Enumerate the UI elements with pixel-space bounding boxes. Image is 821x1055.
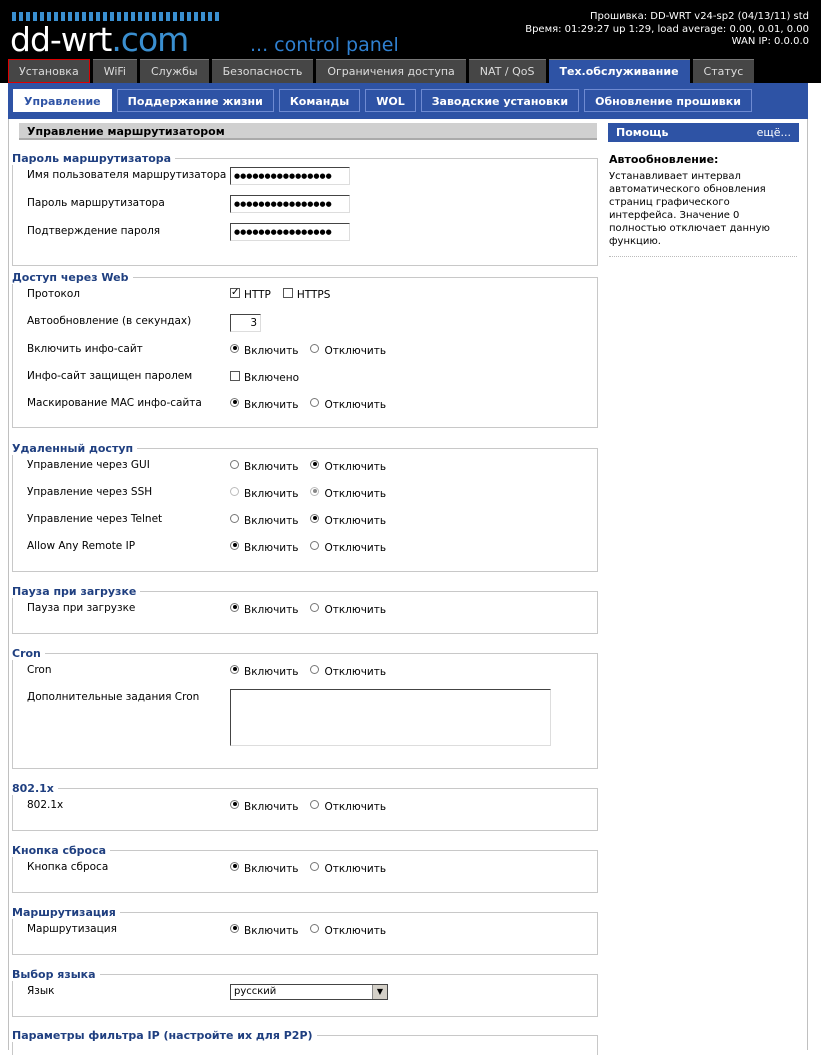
gui-enable-radio[interactable] xyxy=(230,460,239,469)
language-select-value: русский xyxy=(234,986,277,997)
tab-wifi[interactable]: WiFi xyxy=(93,59,137,83)
field-label: Дополнительные задания Cron xyxy=(27,691,200,703)
field-label: Управление через SSH xyxy=(27,486,153,498)
infosite-password-checkbox[interactable] xyxy=(230,371,240,381)
radio-label: Отключить xyxy=(324,399,387,411)
field-label: Включить инфо-сайт xyxy=(27,343,143,355)
chevron-down-icon[interactable]: ▼ xyxy=(372,985,387,999)
group-legend: Маршрутизация xyxy=(12,906,120,919)
field-label: Имя пользователя маршрутизатора xyxy=(27,169,227,181)
group-legend: Удаленный доступ xyxy=(12,442,137,455)
group-web-access xyxy=(12,271,599,429)
password-confirm-input[interactable]: ●●●●●●●●●●●●●●●● xyxy=(230,223,350,241)
https-checkbox[interactable] xyxy=(283,288,293,298)
group-8021x xyxy=(12,782,599,832)
field-label: Управление через Telnet xyxy=(27,513,163,525)
radio-label: Отключить xyxy=(324,461,387,473)
radio-label: Включить xyxy=(244,604,299,616)
username-input[interactable]: ●●●●●●●●●●●●●●●● xyxy=(230,167,350,185)
password-input[interactable]: ●●●●●●●●●●●●●●●● xyxy=(230,195,350,213)
group-legend: Пауза при загрузке xyxy=(12,585,140,598)
subtab-keepalive[interactable]: Поддержание жизни xyxy=(117,89,274,112)
field-label: Allow Any Remote IP xyxy=(27,540,136,552)
radio-label: Отключить xyxy=(324,542,387,554)
routing-enable-radio[interactable] xyxy=(230,924,239,933)
help-topic-title: Автообновление: xyxy=(609,153,719,166)
group-reset-button xyxy=(12,844,599,894)
group-ip-filter xyxy=(12,1029,599,1050)
subtab-commands[interactable]: Команды xyxy=(279,89,360,112)
radio-label: Включить xyxy=(244,542,299,554)
radio-label: Включить xyxy=(244,461,299,473)
radio-label: Включить xyxy=(244,488,299,500)
uptime: Время: 01:29:27 up 1:29, load average: 0.00, 0.01, 0.00 xyxy=(525,23,809,35)
tab-setup[interactable]: Установка xyxy=(8,59,90,83)
group-remote-access xyxy=(12,442,599,572)
field-label: Cron xyxy=(27,664,52,676)
ssh-enable-radio[interactable] xyxy=(230,487,239,496)
field-label: Язык xyxy=(27,985,55,997)
group-legend: 802.1x xyxy=(12,782,58,795)
group-legend: Кнопка сброса xyxy=(12,844,110,857)
field-label: Протокол xyxy=(27,288,81,300)
status-info xyxy=(525,11,809,49)
radio-label: Отключить xyxy=(324,515,387,527)
group-legend: Пароль маршрутизатора xyxy=(12,152,175,165)
subtab-firmware-upgrade[interactable]: Обновление прошивки xyxy=(584,89,752,112)
radio-label: Отключить xyxy=(324,925,387,937)
radio-label: Включить xyxy=(244,399,299,411)
page-title: Управление маршрутизатором xyxy=(19,123,597,140)
boot-wait-disable-radio[interactable] xyxy=(310,603,319,612)
tab-nat-qos[interactable]: NAT / QoS xyxy=(469,59,546,83)
panel-title: ... control panel xyxy=(250,34,399,56)
radio-label: Отключить xyxy=(324,604,387,616)
group-routing xyxy=(12,906,599,956)
group-legend: Доступ через Web xyxy=(12,271,133,284)
help-topic-text: Устанавливает интервал автоматического обновления страниц графического интерфейса. Значение 0 полностью отключает данную функцию. xyxy=(609,170,797,257)
http-label: HTTP xyxy=(244,289,271,301)
field-label: Автообновление (в секундах) xyxy=(27,315,192,327)
radio-label: Включить xyxy=(244,863,299,875)
radio-label: Включить xyxy=(244,345,299,357)
mac-mask-disable-radio[interactable] xyxy=(310,398,319,407)
subtab-factory-defaults[interactable]: Заводские установки xyxy=(421,89,579,112)
group-cron xyxy=(12,647,599,770)
field-label: Подтверждение пароля xyxy=(27,225,161,237)
help-more-link[interactable]: ещё... xyxy=(756,126,791,139)
cron-disable-radio[interactable] xyxy=(310,665,319,674)
radio-label: Отключить xyxy=(324,488,387,500)
telnet-disable-radio[interactable] xyxy=(310,514,319,523)
subtab-management[interactable]: Управление xyxy=(13,89,112,112)
telnet-enable-radio[interactable] xyxy=(230,514,239,523)
group-language xyxy=(12,968,599,1018)
http-checkbox[interactable]: ✓ xyxy=(231,287,240,298)
field-label: Пауза при загрузке xyxy=(27,602,136,614)
tab-status[interactable]: Статус xyxy=(693,59,755,83)
group-legend: Cron xyxy=(12,647,45,660)
group-router-password xyxy=(12,152,599,266)
field-label: Кнопка сброса xyxy=(27,861,109,873)
anyip-enable-radio[interactable] xyxy=(230,541,239,550)
https-label: HTTPS xyxy=(296,289,331,301)
field-label: Пароль маршрутизатора xyxy=(27,197,165,209)
reset-enable-radio[interactable] xyxy=(230,862,239,871)
dot1x-enable-radio[interactable] xyxy=(230,800,239,809)
routing-disable-radio[interactable] xyxy=(310,924,319,933)
dot1x-disable-radio[interactable] xyxy=(310,800,319,809)
help-title-label: Помощь xyxy=(616,126,669,139)
subtab-wol[interactable]: WOL xyxy=(365,89,416,112)
field-label: Управление через GUI xyxy=(27,459,150,471)
help-header xyxy=(608,123,799,142)
field-label: 802.1x xyxy=(27,799,64,811)
firmware-version: Прошивка: DD-WRT v24-sp2 (04/13/11) std xyxy=(590,11,809,22)
field-label: Маршрутизация xyxy=(27,923,117,935)
field-label: Маскирование MAC инфо-сайта xyxy=(27,397,202,409)
checkbox-label: Включено xyxy=(244,372,300,384)
mac-mask-enable-radio[interactable] xyxy=(230,398,239,407)
cron-jobs-textarea[interactable] xyxy=(230,689,551,746)
field-label: Инфо-сайт защищен паролем xyxy=(27,370,193,382)
group-legend: Параметры фильтра IP (настройте их для P2P) xyxy=(12,1029,317,1042)
wan-ip: WAN IP: 0.0.0.0 xyxy=(731,36,809,47)
anyip-disable-radio[interactable] xyxy=(310,541,319,550)
radio-label: Отключить xyxy=(324,863,387,875)
language-select[interactable] xyxy=(230,984,388,1000)
boot-wait-enable-radio[interactable] xyxy=(230,603,239,612)
radio-label: Включить xyxy=(244,515,299,527)
ssh-disable-radio[interactable] xyxy=(310,487,319,496)
gui-disable-radio[interactable] xyxy=(310,460,319,469)
logo: dd-wrt.com xyxy=(10,20,189,59)
tab-administration[interactable]: Тех.обслуживание xyxy=(549,59,690,83)
radio-label: Отключить xyxy=(324,345,387,357)
infosite-enable-radio[interactable] xyxy=(230,344,239,353)
group-legend: Выбор языка xyxy=(12,968,100,981)
main-tabs xyxy=(8,59,757,83)
sub-tabs xyxy=(13,89,757,112)
radio-label: Включить xyxy=(244,925,299,937)
radio-label: Включить xyxy=(244,666,299,678)
tab-services[interactable]: Службы xyxy=(140,59,209,83)
radio-label: Включить xyxy=(244,801,299,813)
refresh-interval-input[interactable]: 3 xyxy=(230,314,261,332)
tab-access-restrictions[interactable]: Ограничения доступа xyxy=(316,59,465,83)
reset-disable-radio[interactable] xyxy=(310,862,319,871)
tab-security[interactable]: Безопасность xyxy=(212,59,314,83)
radio-label: Отключить xyxy=(324,666,387,678)
cron-enable-radio[interactable] xyxy=(230,665,239,674)
group-boot-wait xyxy=(12,585,599,635)
radio-label: Отключить xyxy=(324,801,387,813)
infosite-disable-radio[interactable] xyxy=(310,344,319,353)
